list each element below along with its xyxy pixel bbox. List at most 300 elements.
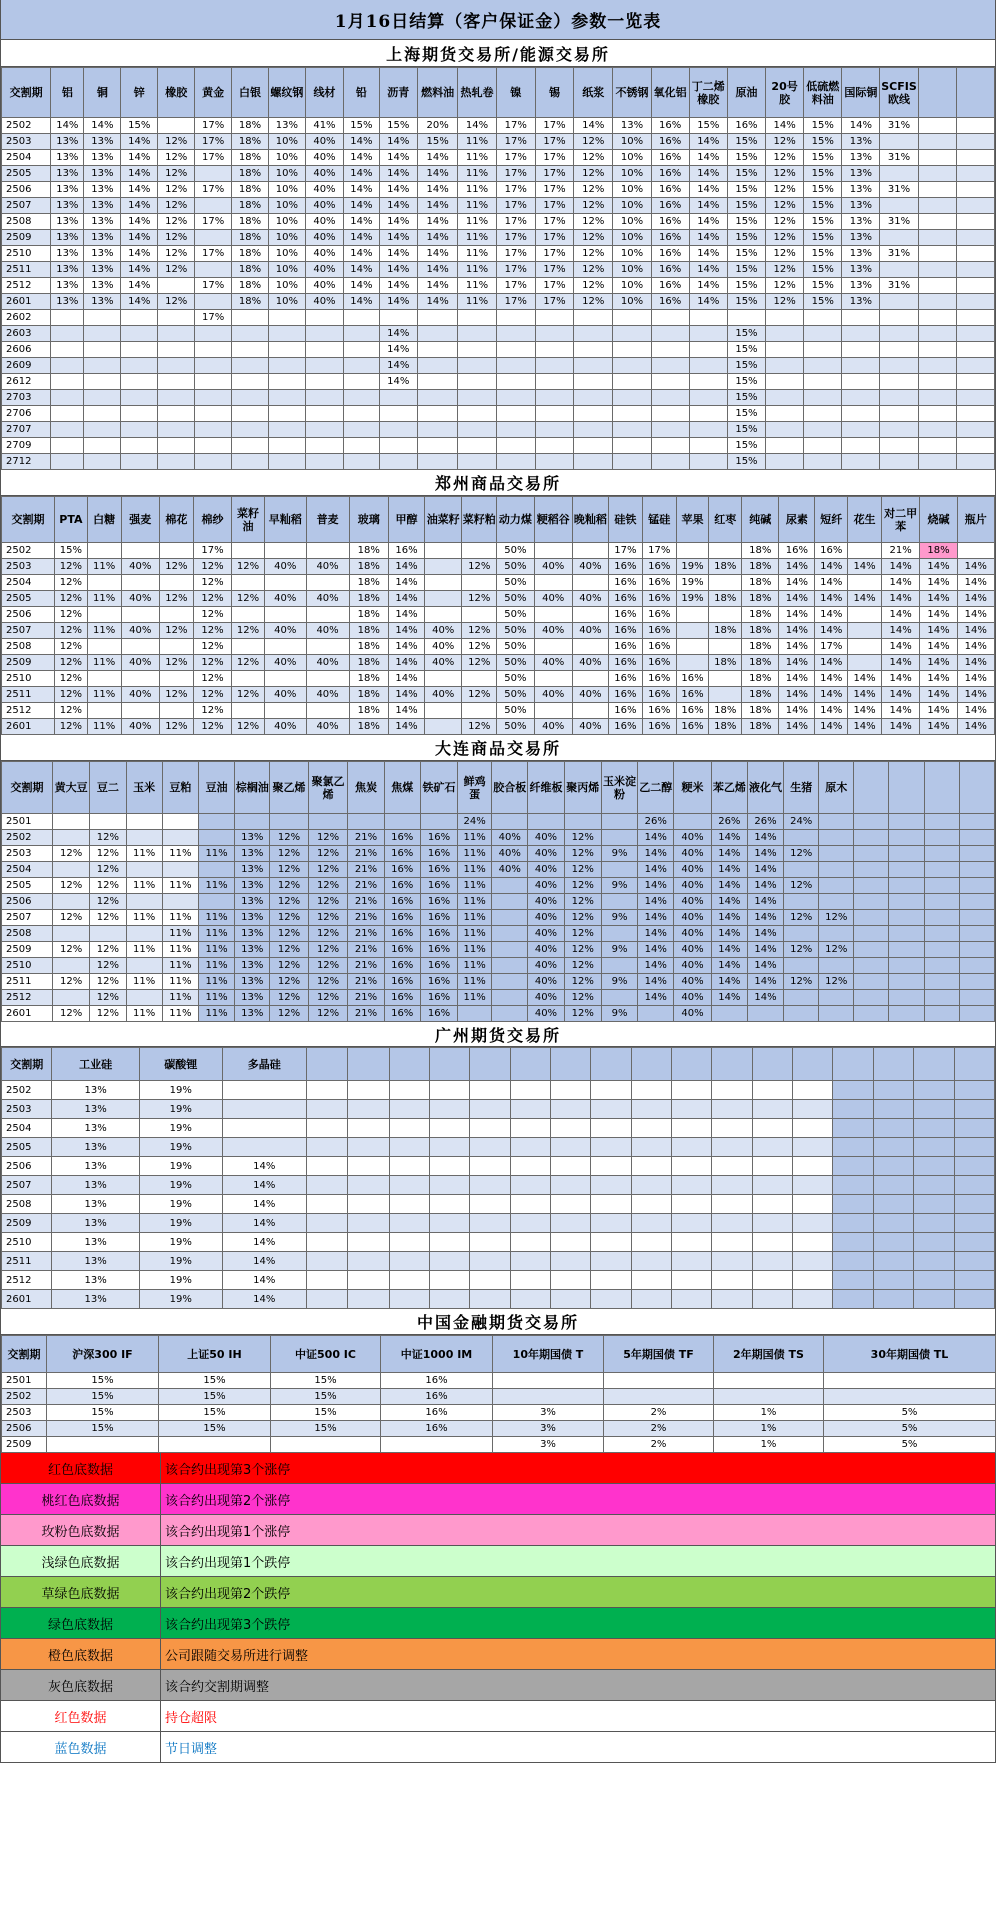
shfe-margin-cell — [195, 422, 232, 438]
gfex-margin-cell — [348, 1119, 389, 1138]
cffex-header-cell: 交割期 — [2, 1336, 47, 1373]
dce-header-cell — [959, 762, 994, 814]
dce-margin-cell: 12% — [270, 942, 308, 958]
shfe-table-row — [2, 150, 995, 166]
shfe-margin-cell: 14% — [121, 262, 158, 278]
shfe-margin-cell: 14% — [121, 182, 158, 198]
shfe-margin-cell: 17% — [496, 134, 535, 150]
dce-margin-cell: 11% — [198, 974, 234, 990]
czce-margin-cell — [306, 607, 349, 623]
czce-margin-cell: 12% — [232, 687, 265, 703]
dce-margin-cell: 14% — [638, 974, 674, 990]
dce-margin-cell: 16% — [384, 862, 420, 878]
shfe-margin-cell — [379, 390, 417, 406]
dce-margin-cell — [458, 1006, 492, 1022]
shfe-margin-cell: 15% — [804, 294, 842, 310]
czce-header-cell: 纯碱 — [742, 497, 779, 543]
shfe-margin-cell — [496, 326, 535, 342]
czce-margin-cell — [709, 639, 742, 655]
czce-margin-cell: 12% — [55, 591, 88, 607]
shfe-margin-cell — [51, 374, 84, 390]
shfe-margin-cell — [195, 342, 232, 358]
shfe-margin-cell: 18% — [232, 198, 269, 214]
shfe-margin-cell: 16% — [651, 294, 689, 310]
gfex-margin-cell — [833, 1157, 873, 1176]
shfe-margin-cell: 14% — [574, 118, 613, 134]
shfe-margin-cell — [956, 294, 994, 310]
gfex-margin-cell — [954, 1290, 994, 1309]
gfex-margin-cell — [954, 1157, 994, 1176]
shfe-margin-cell: 11% — [458, 278, 496, 294]
shfe-margin-cell — [305, 374, 343, 390]
shfe-header-cell — [918, 68, 956, 118]
czce-margin-cell: 40% — [534, 591, 572, 607]
dce-margin-cell: 16% — [420, 846, 457, 862]
gfex-margin-cell — [833, 1195, 873, 1214]
dce-margin-cell: 13% — [235, 990, 270, 1006]
czce-margin-cell: 12% — [193, 671, 231, 687]
czce-margin-cell: 12% — [232, 655, 265, 671]
gfex-header-cell: 工业硅 — [52, 1048, 139, 1081]
dce-margin-cell — [854, 814, 889, 830]
gfex-margin-cell — [873, 1252, 913, 1271]
czce-margin-cell — [264, 543, 306, 559]
gfex-margin-cell — [752, 1290, 792, 1309]
czce-margin-cell — [121, 671, 159, 687]
shfe-margin-cell — [121, 454, 158, 470]
shfe-margin-cell — [84, 422, 121, 438]
dce-header-cell: 黄大豆 — [52, 762, 89, 814]
shfe-margin-cell: 14% — [121, 230, 158, 246]
shfe-margin-cell — [689, 422, 727, 438]
shfe-margin-cell — [918, 422, 956, 438]
czce-margin-cell: 18% — [709, 623, 742, 639]
gfex-margin-cell: 19% — [139, 1138, 222, 1157]
shfe-margin-cell — [305, 454, 343, 470]
shfe-table-row — [2, 358, 995, 374]
shfe-header-cell: 线材 — [305, 68, 343, 118]
shfe-margin-cell — [956, 342, 994, 358]
shfe-margin-cell: 17% — [195, 246, 232, 262]
czce-margin-cell: 16% — [642, 671, 676, 687]
shfe-margin-cell: 16% — [651, 262, 689, 278]
shfe-margin-cell — [84, 438, 121, 454]
dce-margin-cell: 21% — [348, 846, 384, 862]
czce-margin-cell — [121, 543, 159, 559]
shfe-margin-cell: 13% — [51, 246, 84, 262]
shfe-margin-cell: 17% — [535, 198, 573, 214]
shfe-margin-cell: 18% — [232, 262, 269, 278]
dce-contract-cell: 2508 — [2, 926, 53, 942]
shfe-margin-cell: 14% — [689, 230, 727, 246]
shfe-header-cell: 丁二烯橡胶 — [689, 68, 727, 118]
shfe-margin-cell: 31% — [880, 150, 918, 166]
shfe-margin-cell: 14% — [689, 214, 727, 230]
dce-margin-cell — [601, 814, 637, 830]
shfe-margin-cell: 10% — [268, 278, 305, 294]
czce-margin-cell: 17% — [193, 543, 231, 559]
dce-margin-cell: 12% — [90, 1006, 126, 1022]
dce-margin-cell: 24% — [784, 814, 819, 830]
gfex-margin-cell — [430, 1195, 470, 1214]
shfe-margin-cell: 18% — [232, 214, 269, 230]
czce-header-cell: 苹果 — [676, 497, 709, 543]
czce-margin-cell: 17% — [815, 639, 848, 655]
shfe-margin-cell: 15% — [804, 198, 842, 214]
dce-margin-cell: 12% — [564, 990, 601, 1006]
shfe-margin-cell: 14% — [417, 294, 458, 310]
shfe-margin-cell — [574, 310, 613, 326]
shfe-margin-cell — [535, 390, 573, 406]
dce-header-cell — [854, 762, 889, 814]
dce-header-cell: 胶合板 — [492, 762, 528, 814]
shfe-margin-cell — [918, 134, 956, 150]
dce-margin-cell: 16% — [420, 990, 457, 1006]
shfe-margin-cell — [344, 342, 380, 358]
shfe-margin-cell: 14% — [379, 374, 417, 390]
gfex-margin-cell — [470, 1271, 510, 1290]
gfex-margin-cell — [430, 1176, 470, 1195]
shfe-margin-cell — [651, 454, 689, 470]
czce-margin-cell: 11% — [87, 591, 121, 607]
dce-margin-cell: 11% — [198, 958, 234, 974]
dce-margin-cell — [854, 830, 889, 846]
shfe-table-row — [2, 406, 995, 422]
dce-margin-cell: 12% — [564, 942, 601, 958]
dce-margin-cell — [492, 926, 528, 942]
shfe-header-cell: 原油 — [727, 68, 765, 118]
gfex-margin-cell — [551, 1157, 591, 1176]
dce-margin-cell: 13% — [235, 958, 270, 974]
gfex-margin-cell: 14% — [222, 1157, 306, 1176]
shfe-margin-cell — [121, 390, 158, 406]
gfex-margin-cell — [470, 1138, 510, 1157]
czce-margin-cell: 16% — [608, 655, 642, 671]
czce-margin-cell: 14% — [388, 575, 424, 591]
czce-margin-cell: 18% — [349, 543, 388, 559]
gfex-margin-cell: 13% — [52, 1195, 139, 1214]
gfex-margin-cell — [793, 1290, 833, 1309]
shfe-margin-cell — [535, 358, 573, 374]
czce-margin-cell: 11% — [87, 719, 121, 735]
czce-margin-cell: 14% — [920, 719, 957, 735]
dce-margin-cell: 14% — [638, 990, 674, 1006]
gfex-margin-cell — [712, 1176, 752, 1195]
gfex-margin-cell: 19% — [139, 1195, 222, 1214]
gfex-margin-cell — [591, 1271, 631, 1290]
shfe-margin-cell — [956, 166, 994, 182]
czce-contract-cell: 2506 — [2, 607, 55, 623]
gfex-margin-cell — [712, 1100, 752, 1119]
gfex-header-cell — [833, 1048, 873, 1081]
shfe-margin-cell: 11% — [458, 214, 496, 230]
gfex-margin-cell — [430, 1271, 470, 1290]
shfe-contract-cell: 2707 — [2, 422, 51, 438]
dce-margin-cell: 11% — [198, 942, 234, 958]
shfe-margin-cell — [535, 326, 573, 342]
legend-key: 红色底数据 — [1, 1453, 161, 1483]
shfe-margin-cell: 16% — [651, 198, 689, 214]
czce-margin-cell: 18% — [742, 671, 779, 687]
dce-margin-cell: 12% — [564, 846, 601, 862]
gfex-margin-cell — [833, 1119, 873, 1138]
cffex-table-row — [2, 1373, 996, 1389]
czce-margin-cell — [232, 575, 265, 591]
dce-margin-cell: 11% — [126, 974, 162, 990]
gfex-margin-cell — [348, 1138, 389, 1157]
czce-margin-cell: 18% — [349, 607, 388, 623]
dce-margin-cell — [889, 894, 924, 910]
shfe-margin-cell — [574, 358, 613, 374]
dce-margin-cell: 12% — [52, 910, 89, 926]
shfe-margin-cell: 17% — [535, 278, 573, 294]
shfe-margin-cell — [956, 358, 994, 374]
shfe-margin-cell: 13% — [842, 230, 880, 246]
shfe-margin-cell: 16% — [651, 214, 689, 230]
gfex-margin-cell — [833, 1214, 873, 1233]
czce-margin-cell: 40% — [534, 719, 572, 735]
czce-margin-cell — [264, 671, 306, 687]
dce-margin-cell — [924, 942, 959, 958]
gfex-margin-cell — [672, 1233, 712, 1252]
shfe-margin-cell — [417, 454, 458, 470]
shfe-margin-cell — [417, 342, 458, 358]
czce-margin-cell: 14% — [881, 671, 919, 687]
gfex-margin-cell — [591, 1119, 631, 1138]
shfe-margin-cell: 14% — [379, 182, 417, 198]
czce-margin-cell: 12% — [55, 559, 88, 575]
shfe-margin-cell: 13% — [84, 182, 121, 198]
dce-margin-cell — [198, 862, 234, 878]
gfex-margin-cell: 14% — [222, 1195, 306, 1214]
czce-margin-cell — [462, 607, 497, 623]
czce-margin-cell: 40% — [264, 719, 306, 735]
gfex-margin-cell — [348, 1157, 389, 1176]
czce-margin-cell: 14% — [881, 719, 919, 735]
shfe-margin-cell — [956, 182, 994, 198]
shfe-margin-cell: 14% — [417, 150, 458, 166]
shfe-table-row — [2, 326, 995, 342]
czce-margin-cell: 12% — [193, 575, 231, 591]
czce-margin-cell: 40% — [425, 639, 462, 655]
shfe-margin-cell: 10% — [613, 166, 651, 182]
shfe-margin-cell — [574, 406, 613, 422]
shfe-margin-cell — [689, 326, 727, 342]
shfe-margin-cell — [766, 310, 804, 326]
czce-margin-cell: 50% — [497, 575, 534, 591]
czce-margin-cell — [87, 575, 121, 591]
czce-margin-cell: 14% — [920, 591, 957, 607]
gfex-margin-cell: 19% — [139, 1271, 222, 1290]
czce-margin-cell: 11% — [87, 559, 121, 575]
shfe-margin-cell — [956, 438, 994, 454]
shfe-table-row — [2, 342, 995, 358]
gfex-margin-cell — [793, 1081, 833, 1100]
dce-margin-cell: 11% — [458, 974, 492, 990]
cffex-header-cell: 30年期国债 TL — [824, 1336, 996, 1373]
legend-description: 该合约出现第1个跌停 — [165, 1555, 291, 1571]
gfex-margin-cell — [954, 1233, 994, 1252]
shfe-margin-cell — [417, 374, 458, 390]
czce-margin-cell: 18% — [742, 591, 779, 607]
shfe-header-cell: 橡胶 — [158, 68, 195, 118]
dce-margin-cell: 14% — [747, 846, 783, 862]
czce-margin-cell: 14% — [388, 639, 424, 655]
shfe-margin-cell — [496, 374, 535, 390]
gfex-margin-cell — [793, 1252, 833, 1271]
czce-margin-cell: 18% — [349, 639, 388, 655]
dce-margin-cell: 11% — [162, 1006, 198, 1022]
gfex-margin-cell — [306, 1233, 347, 1252]
shfe-margin-cell: 14% — [417, 198, 458, 214]
shfe-margin-cell — [766, 454, 804, 470]
shfe-margin-cell — [918, 358, 956, 374]
czce-margin-cell: 14% — [881, 623, 919, 639]
czce-margin-cell: 14% — [779, 575, 815, 591]
dce-margin-cell: 14% — [638, 830, 674, 846]
gfex-margin-cell — [348, 1271, 389, 1290]
dce-margin-cell: 11% — [458, 958, 492, 974]
czce-margin-cell: 12% — [462, 559, 497, 575]
czce-margin-cell — [676, 623, 709, 639]
shfe-margin-cell: 13% — [51, 166, 84, 182]
dce-margin-cell: 12% — [564, 958, 601, 974]
dce-margin-cell: 12% — [564, 830, 601, 846]
dce-margin-cell — [162, 814, 198, 830]
shfe-header-cell — [956, 68, 994, 118]
shfe-margin-cell: 14% — [417, 166, 458, 182]
shfe-margin-cell — [121, 342, 158, 358]
cffex-margin-cell — [714, 1373, 824, 1389]
shfe-margin-cell: 12% — [158, 150, 195, 166]
shfe-margin-cell: 17% — [535, 262, 573, 278]
gfex-margin-cell — [833, 1252, 873, 1271]
dce-margin-cell — [819, 846, 854, 862]
dce-margin-cell: 21% — [348, 942, 384, 958]
dce-margin-cell: 16% — [384, 910, 420, 926]
czce-margin-cell: 16% — [676, 687, 709, 703]
czce-margin-cell — [534, 671, 572, 687]
shfe-margin-cell: 13% — [51, 182, 84, 198]
shfe-margin-cell — [379, 406, 417, 422]
gfex-table-row — [2, 1233, 995, 1252]
cffex-margin-cell: 2% — [604, 1405, 714, 1421]
czce-margin-cell: 14% — [779, 719, 815, 735]
shfe-margin-cell: 14% — [689, 198, 727, 214]
dce-margin-cell: 13% — [235, 942, 270, 958]
shfe-margin-cell: 14% — [344, 134, 380, 150]
dce-margin-cell: 12% — [270, 830, 308, 846]
czce-margin-cell — [709, 543, 742, 559]
czce-margin-cell — [462, 671, 497, 687]
czce-margin-cell — [159, 607, 193, 623]
czce-contract-cell: 2505 — [2, 591, 55, 607]
gfex-margin-cell — [348, 1252, 389, 1271]
cffex-margin-cell: 2% — [604, 1421, 714, 1437]
czce-margin-cell: 40% — [572, 655, 608, 671]
shfe-margin-cell: 15% — [727, 326, 765, 342]
gfex-margin-cell: 13% — [52, 1176, 139, 1195]
czce-margin-cell — [709, 575, 742, 591]
dce-margin-cell: 14% — [638, 958, 674, 974]
dce-margin-cell — [854, 846, 889, 862]
shfe-margin-cell — [956, 406, 994, 422]
shfe-margin-cell: 14% — [379, 150, 417, 166]
dce-header-cell: 聚乙烯 — [270, 762, 308, 814]
dce-margin-cell: 12% — [90, 894, 126, 910]
dce-margin-cell — [924, 990, 959, 1006]
gfex-margin-cell: 13% — [52, 1138, 139, 1157]
dce-margin-cell — [819, 814, 854, 830]
dce-margin-cell: 40% — [674, 958, 711, 974]
czce-margin-cell — [121, 639, 159, 655]
dce-margin-cell: 16% — [384, 990, 420, 1006]
czce-margin-cell: 12% — [159, 719, 193, 735]
dce-margin-cell: 40% — [674, 910, 711, 926]
dce-margin-cell: 13% — [235, 910, 270, 926]
czce-margin-cell: 14% — [957, 671, 994, 687]
cffex-margin-cell: 1% — [714, 1437, 824, 1453]
dce-contract-cell: 2511 — [2, 974, 53, 990]
czce-margin-cell — [534, 543, 572, 559]
shfe-table-row — [2, 438, 995, 454]
czce-margin-cell: 12% — [193, 703, 231, 719]
dce-margin-cell: 40% — [528, 942, 564, 958]
czce-margin-cell: 14% — [920, 703, 957, 719]
shfe-margin-cell: 17% — [496, 166, 535, 182]
gfex-margin-cell — [712, 1271, 752, 1290]
shfe-margin-cell: 10% — [613, 230, 651, 246]
dce-margin-cell: 40% — [528, 894, 564, 910]
dce-margin-cell: 40% — [674, 878, 711, 894]
shfe-margin-cell: 12% — [766, 294, 804, 310]
gfex-table-row — [2, 1081, 995, 1100]
shfe-margin-cell: 13% — [842, 214, 880, 230]
dce-margin-cell: 11% — [458, 942, 492, 958]
shfe-margin-cell: 10% — [268, 214, 305, 230]
shfe-margin-cell: 14% — [121, 166, 158, 182]
czce-margin-cell: 40% — [264, 655, 306, 671]
shfe-margin-cell: 17% — [535, 118, 573, 134]
czce-margin-cell — [425, 575, 462, 591]
gfex-margin-cell — [793, 1138, 833, 1157]
shfe-margin-cell — [121, 358, 158, 374]
shfe-header-cell: 20号胶 — [766, 68, 804, 118]
shfe-table-row — [2, 166, 995, 182]
shfe-margin-cell — [195, 438, 232, 454]
legend-key: 草绿色底数据 — [1, 1577, 161, 1607]
gfex-margin-cell — [591, 1138, 631, 1157]
czce-margin-cell: 12% — [462, 639, 497, 655]
gfex-margin-cell — [873, 1138, 913, 1157]
czce-margin-cell: 14% — [815, 655, 848, 671]
shfe-margin-cell — [956, 198, 994, 214]
czce-margin-cell: 40% — [534, 559, 572, 575]
shfe-margin-cell: 14% — [379, 278, 417, 294]
shfe-header-cell: 氧化铝 — [651, 68, 689, 118]
dce-margin-cell: 40% — [528, 926, 564, 942]
shfe-margin-cell — [842, 438, 880, 454]
shfe-margin-cell: 12% — [766, 230, 804, 246]
shfe-margin-cell: 12% — [574, 134, 613, 150]
shfe-margin-cell — [956, 374, 994, 390]
legend-description: 持仓超限 — [165, 1710, 218, 1726]
shfe-margin-cell: 17% — [496, 230, 535, 246]
dce-margin-cell: 16% — [420, 926, 457, 942]
legend-row — [1, 1515, 995, 1546]
czce-margin-cell: 18% — [742, 607, 779, 623]
shfe-margin-cell — [84, 454, 121, 470]
